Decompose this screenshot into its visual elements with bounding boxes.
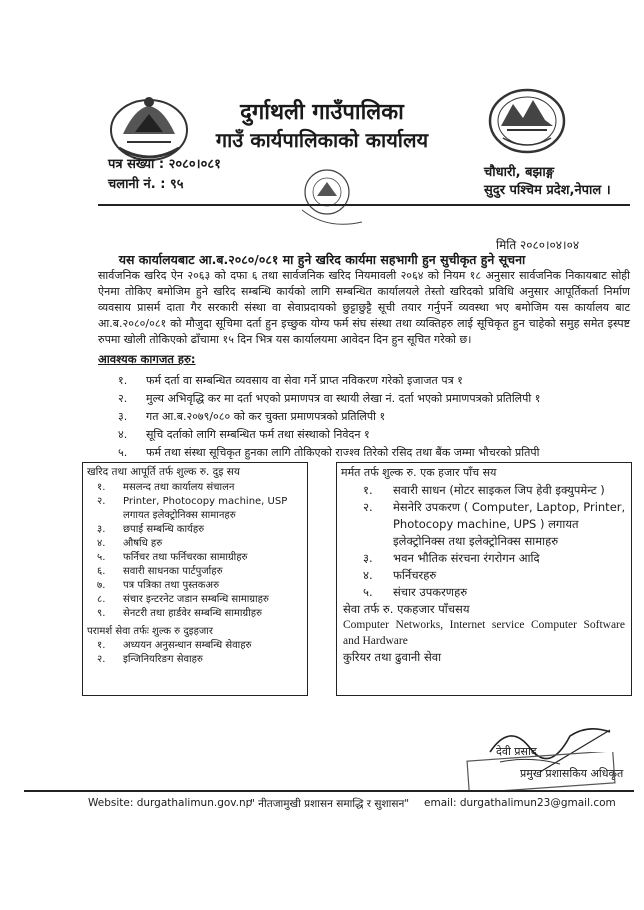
list-item: ३. गत आ.ब.२०७९/०८० को कर चुक्ता प्रमाणपत्रको प्रतिलिपी १ (118, 410, 386, 423)
footer-divider (24, 790, 634, 792)
service-title: सेवा तर्फ रु. एकहजार पाँचसय (343, 602, 470, 616)
list-item: ३. छपाई सम्बन्धि कार्यहरु (97, 524, 205, 535)
list-item: १. मसलन्द तथा कार्यालय संचालन (97, 482, 235, 493)
office-stamp-icon (272, 160, 382, 240)
list-item: ४. औषधि हरु (97, 538, 163, 549)
list-item: ५. फर्निचर तथा फर्निचरका सामाग्रीहरु (97, 552, 248, 563)
procurement-category-box (82, 462, 308, 696)
signature-stamp-icon (466, 752, 616, 792)
reference-number: पत्र संख्या : २०८०।०८१ (108, 157, 221, 172)
repair-list (337, 482, 631, 601)
procurement-list (83, 481, 307, 621)
header-divider (98, 204, 630, 206)
list-item: ९. सेनटरी तथा हार्डवेर सम्बन्धि सामाग्रीहरु (97, 608, 262, 619)
list-item: २. मुल्य अभिवृद्धि कर मा दर्ता भएको प्रमाणपत्र वा स्थायी लेखा नं. दर्ता भएको प्रमाणपत्रको प्रतिलिपी १ (118, 392, 541, 405)
repair-box-title: मर्मत तर्फ शुल्क रु. एक हजार पाँच सय (341, 466, 497, 479)
list-item: ८. संचार इन्टरनेट जडान सम्बन्धि सामाग्राहरु (97, 594, 269, 605)
signatory-title: प्रमुख प्रशासकिय अधिकृत (520, 767, 624, 780)
signatory-name: देवी प्रसाद (496, 745, 537, 758)
list-item: ३. भवन भौतिक संरचना रंगरोगन आदि (363, 551, 540, 565)
procurement-box-title: खरिद तथा आपूर्ति तर्फ शुल्क रु. दुइ सय (87, 466, 240, 478)
list-item: २. मेसनेरि उपकरण ( Computer, Laptop, Printer, Photocopy machine, UPS ) लगायत इलेक्ट्रोनिक्स तथा इलेक्ट्रोनिक्स सामाहरु (363, 500, 626, 548)
footer-website: Website: durgathalimun.gov.np (88, 797, 253, 809)
requirements-list (118, 372, 628, 462)
footer-email: email: durgathalimun23@gmail.com (424, 797, 616, 809)
dispatch-number: चलानी नं. : ९५ (108, 177, 184, 192)
location-line-1: चौधारी, बझाङ्ग (484, 165, 554, 180)
list-item: ६. सवारी साधनका पार्टपुर्जाहरु (97, 566, 223, 577)
notice-body: सार्वजनिक खरिद ऐन २०६३ को दफा ६ तथा सार्वजनिक खरिद नियमावली २०६४ को नियम १८ अनुसार सार्वजनिक निकायबाट सोही ऐनमा तोकिए बमोजिम हुने खरिद सम्बन्धि कार्यको लागि सम्बन्धित कार्यालयले तेस्तो खरिदको प्रविधि अनुसार आपूर्तिकर्ता निर्माण व्यवसाय प्रासर्म दाता गैर सरकारी संस्था वा सेवाप्रदायको छुट्टाछुट्टै सूची तयार गर्नुपर्ने व्यवस्था भए बमोजिम यस कार्यालय बाट आ.ब.२०८०/०८१ को मौजुदा सूचिमा दर्ता हुन इच्छुक योग्य फर्म संघ संस्था तथा व्यक्तिहरु लाई सूचिकृत हुन चाहेको समुह समेत इस्पष्ट रुपमा खोली तोकिएको ढाँचामा १५ दिन भित्र यस कार्यालयमा आवेदन दिन हुन सूचित गरेको छ। (98, 269, 630, 346)
list-item: ४. फर्निचरहरु (363, 568, 437, 582)
list-item: ५. फर्म तथा संस्था सूचिकृत हुनका लागि तोकिएको राज्श्व तिरेको रसिद तथा बैंक जम्मा भौचरको प्रतिपी (118, 446, 540, 459)
municipality-name: दुर्गाथली गाउँपालिका (240, 100, 404, 125)
footer-motto: " नीतजामुखी प्रशासन समाद्धि र सुशासन" (250, 798, 410, 810)
list-item: ५. संचार उपकरणहरु (363, 585, 468, 599)
list-item: १. अध्ययन अनुसन्धान सम्बन्धि सेवाहरु (97, 640, 252, 651)
location-line-2: सुदुर पश्चिम प्रदेश,नेपाल । (484, 183, 611, 198)
list-item: ४. सूचि दर्ताको लागि सम्बन्धित फर्म तथा संस्थाको निवेदन १ (118, 428, 370, 441)
notice-date: मिति २०८०।०४।०४ (496, 238, 580, 252)
requirements-heading: आवश्यक कागजत हरु: (98, 352, 196, 366)
repair-category-box (336, 462, 632, 696)
list-item: २. Printer, Photocopy machine, USP लगायत इलेक्ट्रोनिक्स सामानहरु (97, 496, 288, 521)
consulting-box-title: परामर्श सेवा तर्फः शुल्क रु दुइहजार (87, 626, 213, 637)
list-item: ७. पत्र पत्रिका तथा पुस्तकअरु (97, 580, 220, 591)
notice-title: यस कार्यालयबाट आ.ब.२०८०/०८१ मा हुने खरिद कार्यमा सहभागी हुन सुचीकृत हुने सूचना (118, 252, 526, 267)
consulting-list (83, 639, 307, 667)
list-item: १. फर्म दर्ता वा सम्बन्धित व्यवसाय वा सेवा गर्ने प्राप्त नविकरण गरेको इजाजत पत्र १ (118, 374, 463, 387)
list-item: १. सवारी साधन (मोटर साइकल जिप हेवी इक्युपमेन्ट ) (363, 483, 605, 497)
list-item: २. इन्जिनियरिङग सेवाहरु (97, 654, 203, 665)
service-text: Computer Networks, Internet service Computer Software and Hardware (343, 619, 625, 647)
courier-text: कुरियर तथा ढुवानी सेवा (343, 650, 442, 664)
office-name: गाउँ कार्यपालिकाको कार्यालय (215, 128, 429, 152)
